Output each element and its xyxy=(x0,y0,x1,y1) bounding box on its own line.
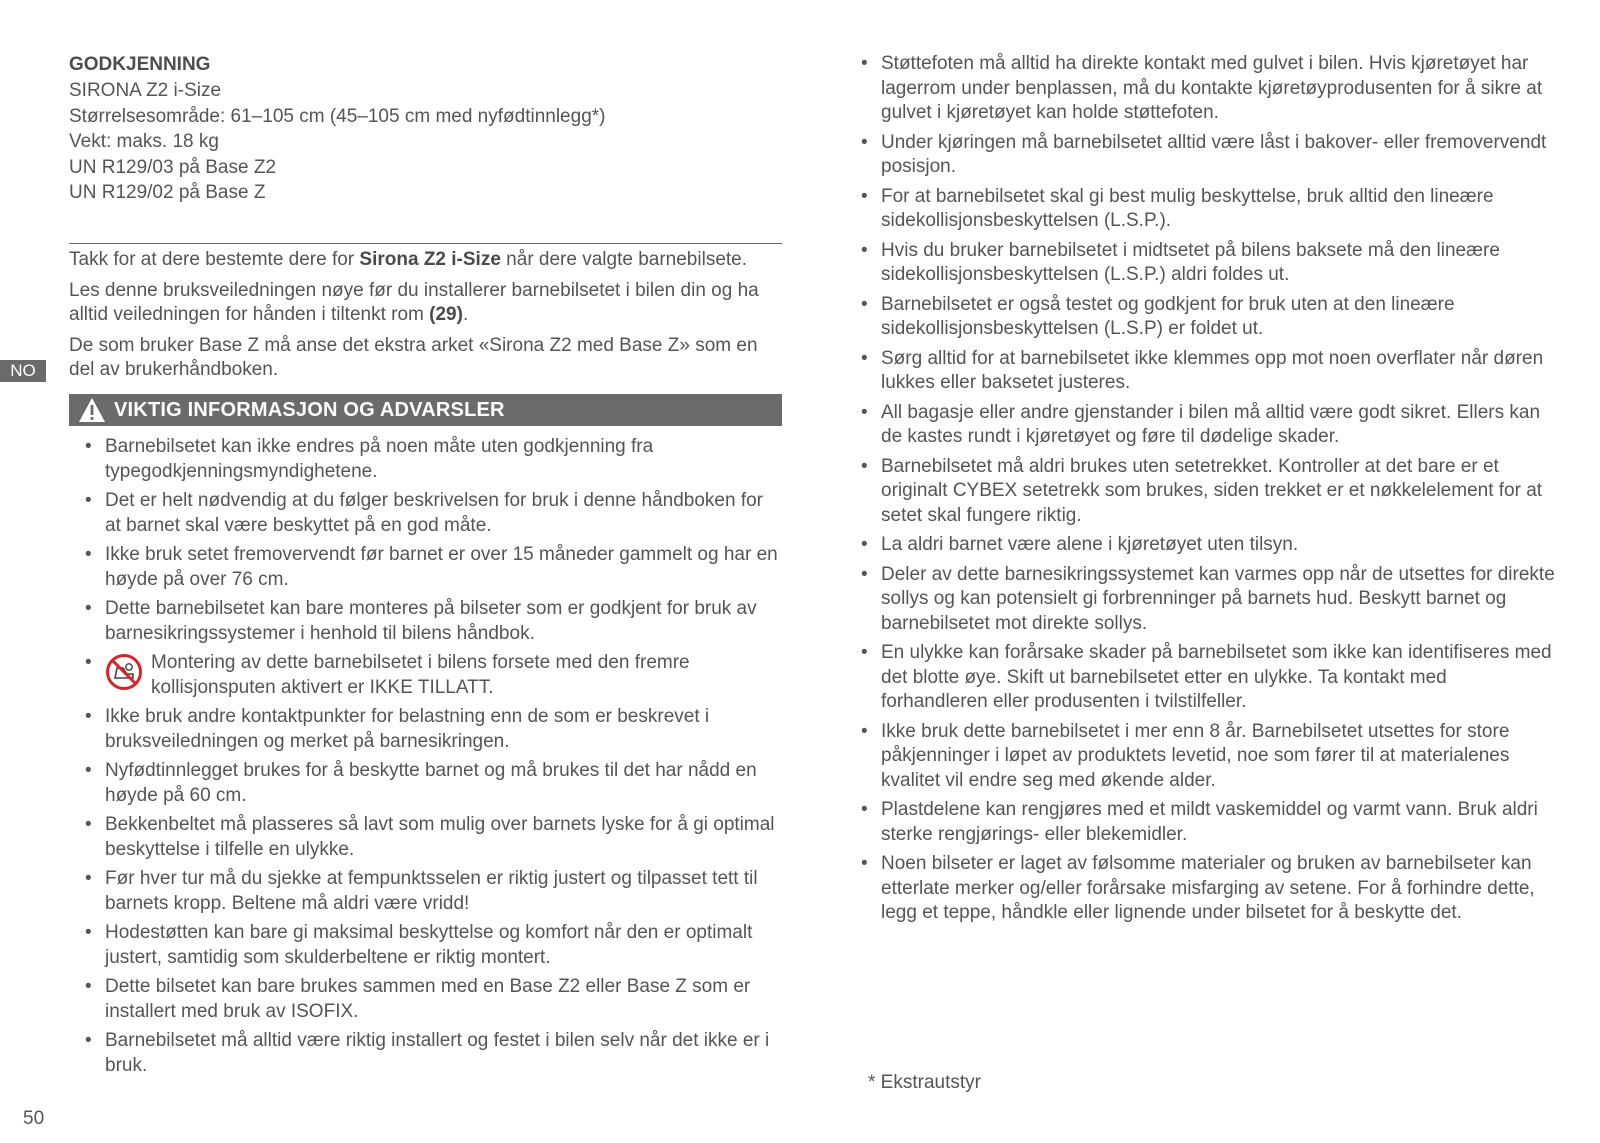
bullet-dot: • xyxy=(85,436,92,457)
language-tab: NO xyxy=(0,360,46,382)
list-item-airbag xyxy=(69,651,782,700)
intro-paragraph-thanks xyxy=(69,248,782,273)
page-number: 50 xyxy=(23,1108,45,1129)
bullet-dot: • xyxy=(85,922,92,943)
list-item-text: Barnebilsetet er også testet og godkjent for bruk uten at den lineære sidekollisjonsbeskyttelsen (L.S.P) er foldet ut. xyxy=(881,293,1455,339)
footnote: * Ekstrautstyr xyxy=(868,1072,981,1093)
list-item xyxy=(845,293,1557,342)
warning-triangle-icon xyxy=(76,394,108,426)
list-item-text: Montering av dette barnebilsetet i bilens forsete med den fremre kollisjonsputen aktivert er IKKE TILLATT. xyxy=(151,652,690,698)
list-item xyxy=(845,641,1557,715)
product-name: Sirona Z2 i-Size xyxy=(359,249,501,270)
intro-text: Les denne bruksveiledningen nøye før du installerer barnebilsetet i bilen din og ha alltid veiledningen for hånden i tiltenkt rom xyxy=(69,279,759,325)
bullet-dot: • xyxy=(861,853,868,874)
approval-weight: Vekt: maks. 18 kg xyxy=(69,131,219,152)
list-item-text: For at barnebilsetet skal gi best mulig beskyttelse, bruk alltid den lineære sidekollisjonsbeskyttelsen (L.S.P.). xyxy=(881,185,1494,231)
list-item xyxy=(69,435,782,484)
intro-section xyxy=(69,248,782,389)
list-item-text: Dette barnebilsetet kan bare monteres på bilseter som er godkjent for bruk av barnesikringssystemer i henhold til bilens håndbok. xyxy=(105,598,757,644)
list-item-text: Barnebilsetet kan ikke endres på noen måte uten godkjenning fra typegodkjenningsmyndighetene. xyxy=(105,436,654,482)
approval-size-range: Størrelsesområde: 61–105 cm (45–105 cm med nyfødtinnlegg*) xyxy=(69,105,606,127)
list-item-text: Hvis du bruker barnebilsetet i midtsetet på bilens baksete må den lineære sidekollisjonsbeskyttelsen (L.S.P.) aldri foldes ut. xyxy=(881,239,1500,285)
list-item xyxy=(845,239,1557,288)
bullet-dot: • xyxy=(85,814,92,835)
list-item xyxy=(845,455,1557,529)
section-divider xyxy=(69,243,782,244)
list-item-text: Barnebilsetet må aldri brukes uten setetrekket. Kontroller at det bare er et originalt CYBEX setetrekk som brukes, siden trekket er et nøkkelelement for at setet skal fungere riktig. xyxy=(881,455,1543,526)
list-item xyxy=(69,543,782,592)
list-item-text: Hodestøtten kan bare gi maksimal beskyttelse og komfort når den er optimalt justert, samtidig som skulderbeltene er riktig montert. xyxy=(105,922,753,968)
bullet-dot: • xyxy=(861,720,868,742)
list-item xyxy=(69,597,782,646)
bullet-dot: • xyxy=(861,455,868,477)
list-item xyxy=(845,131,1557,180)
list-item xyxy=(845,185,1557,234)
list-item-text: Dette bilsetet kan bare brukes sammen med en Base Z2 eller Base Z som er installert med bruk av ISOFIX. xyxy=(105,976,751,1022)
intro-paragraph-base-z: De som bruker Base Z må anse det ekstra arket «Sirona Z2 med Base Z» som en del av brukerhåndboken. xyxy=(69,334,758,380)
list-item-text: Ikke bruk dette barnebilsetet i mer enn 8 år. Barnebilsetet utsettes for store påkjenninger i løpet av produktets levetid, noe som fører til at materialenes kvalitet vil endre seg med økende alder. xyxy=(881,720,1510,791)
list-item-text: Under kjøringen må barnebilsetet alltid være låst i bakover- eller fremovervendt posisjon. xyxy=(881,131,1547,177)
bullet-dot: • xyxy=(861,401,868,423)
approval-section xyxy=(69,52,782,206)
list-item-text: Ikke bruk setet fremovervendt før barnet er over 15 måneder gammelt og har en høyde på over 76 cm. xyxy=(105,544,778,590)
list-item xyxy=(845,798,1557,847)
list-item xyxy=(845,852,1557,926)
list-item-text: Det er helt nødvendig at du følger beskrivelsen for bruk i denne håndboken for at barnet skal være beskyttet på en god måte. xyxy=(105,490,763,536)
list-item xyxy=(69,867,782,916)
list-item xyxy=(69,975,782,1024)
list-item xyxy=(69,1029,782,1078)
bullet-dot: • xyxy=(85,760,92,781)
list-item xyxy=(845,563,1557,637)
bullet-dot: • xyxy=(85,868,92,889)
bullet-dot: • xyxy=(85,976,92,997)
bullet-dot: • xyxy=(861,642,868,663)
approval-model: SIRONA Z2 i-Size xyxy=(69,80,222,101)
bullet-dot: • xyxy=(85,1030,92,1051)
list-item-text: Nyfødtinnlegget brukes for å beskytte barnet og må brukes til det har nådd en høyde på 60 cm. xyxy=(105,760,757,806)
list-item xyxy=(845,347,1557,396)
bullet-dot: • xyxy=(861,293,868,315)
bullet-dot: • xyxy=(85,490,92,511)
approval-standard-base-z2: UN R129/03 på Base Z2 xyxy=(69,156,277,178)
approval-standard-base-z: UN R129/02 på Base Z xyxy=(69,182,266,203)
bullet-dot: • xyxy=(861,563,868,585)
left-warning-list xyxy=(69,435,782,1083)
list-item-text: Barnebilsetet må alltid være riktig installert og festet i bilen selv når det ikke er i bruk. xyxy=(105,1030,770,1076)
airbag-warning-row xyxy=(105,651,782,700)
list-item xyxy=(69,759,782,808)
list-item-text: All bagasje eller andre gjenstander i bilen må alltid være godt sikret. Ellers kan de kastes rundt i kjøretøyet og føre til dødelige skader. xyxy=(881,401,1541,447)
bullet-dot: • xyxy=(861,131,868,153)
list-item xyxy=(845,533,1557,558)
list-item-text: Plastdelene kan rengjøres med et mildt vaskemiddel og varmt vann. Bruk aldri sterke rengjørings- eller blekemidler. xyxy=(881,799,1538,845)
list-item xyxy=(845,720,1557,794)
bullet-dot: • xyxy=(85,652,92,673)
list-item-text: Ikke bruk andre kontaktpunkter for belastning enn de som er beskrevet i bruksveiledningen og merket på barnesikringen. xyxy=(105,706,710,752)
intro-text: Takk for at dere bestemte dere for xyxy=(69,249,360,270)
warning-header-bar xyxy=(69,394,782,426)
list-item xyxy=(845,401,1557,450)
list-item-text: Bekkenbeltet må plasseres så lavt som mulig over barnets lyske for å gi optimal beskyttelse i tilfelle en ulykke. xyxy=(105,814,775,860)
bullet-dot: • xyxy=(85,598,92,619)
intro-paragraph-read xyxy=(69,279,782,328)
right-warning-list xyxy=(845,52,1557,931)
list-item xyxy=(845,52,1557,126)
list-item xyxy=(69,489,782,538)
list-item-text: Støttefoten må alltid ha direkte kontakt med gulvet i bilen. Hvis kjøretøyet har lagerrom under benplassen, må du kontakte kjøretøyprodusenten for å sikre at gulvet i kjøretøyet kan holde støttefoten. xyxy=(881,53,1543,123)
intro-text: når dere valgte barnebilsete. xyxy=(500,249,748,270)
list-item-text: Deler av dette barnesikringssystemet kan varmes opp når de utsettes for direkte sollys og kan potensielt gi forbrenninger på barnets hud. Beskytt barnet og barnebilsetet mot direkte sollys. xyxy=(881,563,1555,634)
list-item-text: Noen bilseter er laget av følsomme materialer og bruken av barnebilseter kan etterlate merker og/eller forårsake misfarging av setene. For å forhindre dette, legg et teppe, håndkle eller lignende under bilsetet for å beskytte det. xyxy=(881,853,1535,923)
list-item xyxy=(69,813,782,862)
list-item-text: La aldri barnet være alene i kjøretøyet uten tilsyn. xyxy=(881,534,1299,555)
approval-heading: GODKJENNING xyxy=(69,54,211,75)
bullet-dot: • xyxy=(861,239,868,261)
bullet-dot: • xyxy=(85,544,92,565)
list-item xyxy=(69,921,782,970)
bullet-dot: • xyxy=(85,706,92,727)
list-item-text: Sørg alltid for at barnebilsetet ikke klemmes opp mot noen overflater når døren lukkes eller baksetet justeres. xyxy=(881,347,1544,393)
bullet-dot: • xyxy=(861,799,868,820)
list-item-text: Før hver tur må du sjekke at fempunktsselen er riktig justert og tilpasset tett til barnets kropp. Beltene må aldri være vridd! xyxy=(105,868,758,914)
list-item xyxy=(69,705,782,754)
warning-title: VIKTIG INFORMASJON OG ADVARSLER xyxy=(114,398,505,421)
intro-text: . xyxy=(462,304,469,325)
storage-reference: (29) xyxy=(429,304,463,325)
bullet-dot: • xyxy=(861,185,868,207)
bullet-dot: • xyxy=(861,53,868,74)
airbag-prohibited-icon xyxy=(105,653,143,691)
bullet-dot: • xyxy=(861,347,868,369)
bullet-dot: • xyxy=(861,534,868,555)
list-item-text: En ulykke kan forårsake skader på barnebilsetet som ikke kan identifiseres med det blotte øye. Skift ut barnebilsetet etter en ulykke. Ta kontakt med forhandleren eller produsenten i tvilstilfeller. xyxy=(881,642,1552,712)
